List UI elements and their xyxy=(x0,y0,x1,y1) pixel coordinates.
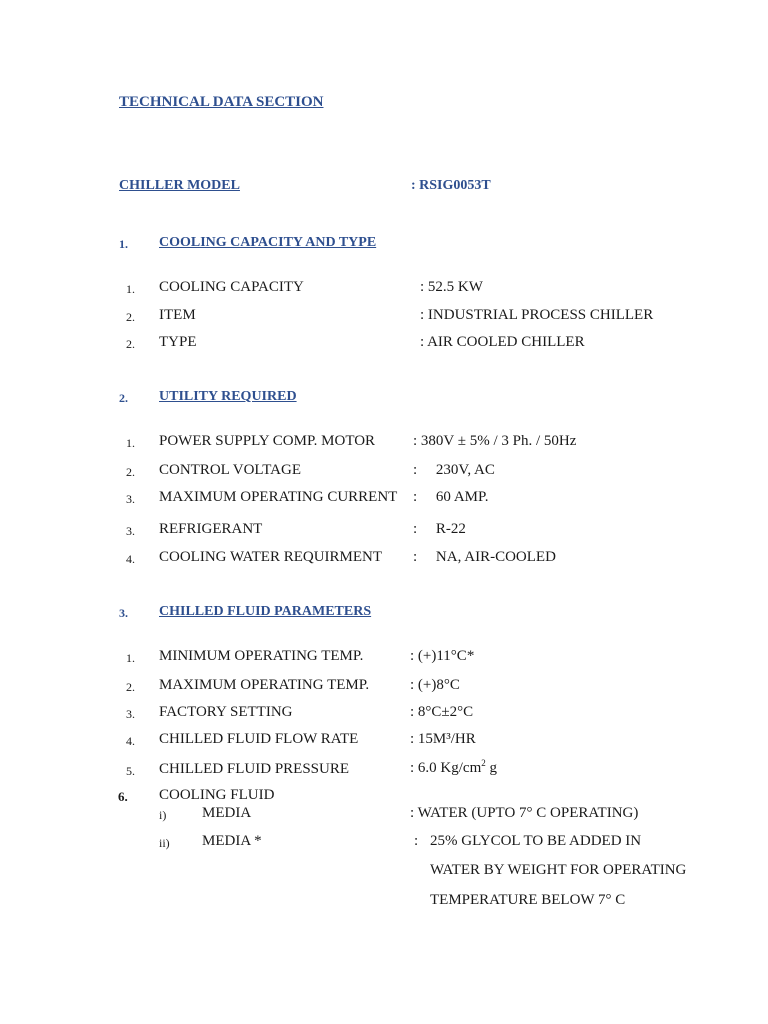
row-number: 1. xyxy=(126,282,135,296)
section-heading: COOLING CAPACITY AND TYPE xyxy=(159,235,377,250)
section-number: 1. xyxy=(119,237,128,251)
row-value: : 6.0 $Kg/cm^2$ g xyxy=(410,758,497,776)
page-title: TECHNICAL DATA SECTION xyxy=(119,94,324,110)
row-number: 2. xyxy=(126,465,135,479)
row-label: ITEM xyxy=(159,307,196,323)
sub-item-value-line: 25% GLYCOL TO BE ADDED IN xyxy=(430,833,642,849)
row-value: : 380V ± 5% / 3 Ph. / 50Hz xyxy=(413,433,577,449)
row-value: : 230V, AC xyxy=(413,462,495,478)
row-label: CONTROL VOLTAGE xyxy=(159,462,301,478)
row-value: : INDUSTRIAL PROCESS CHILLER xyxy=(420,307,654,323)
row-number: 4. xyxy=(126,734,135,748)
row-number: 3. xyxy=(126,492,135,506)
row-label: MAXIMUM OPERATING TEMP. xyxy=(159,677,370,693)
section-heading: UTILITY REQUIRED xyxy=(159,389,297,404)
row-value: : 8°C±2°C xyxy=(410,704,474,720)
row-label: REFRIGERANT xyxy=(159,521,263,537)
row-label: CHILLED FLUID FLOW RATE xyxy=(159,731,359,747)
sub-item-value-line: WATER BY WEIGHT FOR OPERATING xyxy=(430,862,687,878)
sub-item-label: MEDIA * xyxy=(202,833,262,849)
row-label: COOLING CAPACITY xyxy=(159,279,304,295)
row-label: COOLING WATER REQUIRMENT xyxy=(159,549,383,565)
row-value: : R-22 xyxy=(413,521,466,537)
row-label: CHILLED FLUID PRESSURE xyxy=(159,761,350,777)
sub-item-number: ii) xyxy=(159,836,170,850)
row-value: : (+)8°C xyxy=(410,677,460,693)
row-value: : AIR COOLED CHILLER xyxy=(420,334,585,350)
row-label: MAXIMUM OPERATING CURRENT xyxy=(159,489,398,505)
sub-item-value-line: TEMPERATURE BELOW 7° C xyxy=(430,892,626,908)
row-number: 1. xyxy=(126,651,135,665)
row-value: : NA, AIR-COOLED xyxy=(413,549,556,565)
row-number: 2. xyxy=(126,310,135,324)
section-number: 3. xyxy=(119,606,128,620)
row-number: 5. xyxy=(126,764,135,778)
row-value: : 15M³/HR xyxy=(410,731,476,747)
row-number: 2. xyxy=(126,680,135,694)
row-number: 3. xyxy=(126,707,135,721)
row-value: : 52.5 KW xyxy=(420,279,483,295)
section-number: 6. xyxy=(118,789,128,804)
row-number: 1. xyxy=(126,436,135,450)
row-number: 4. xyxy=(126,552,135,566)
sub-item-value: : WATER (UPTO 7° C OPERATING) xyxy=(410,805,639,821)
superscript: 2 xyxy=(481,758,486,768)
sub-item-colon: : xyxy=(414,833,419,849)
row-label: FACTORY SETTING xyxy=(159,704,293,720)
section-heading: CHILLED FLUID PARAMETERS xyxy=(159,604,372,619)
cooling-fluid-label: COOLING FLUID xyxy=(159,787,275,803)
row-number: 3. xyxy=(126,524,135,538)
row-value: : 60 AMP. xyxy=(413,489,489,505)
chiller-model-label: CHILLER MODEL xyxy=(119,178,240,193)
sub-item-label: MEDIA xyxy=(202,805,252,821)
row-label: POWER SUPPLY COMP. MOTOR xyxy=(159,433,376,449)
row-label: MINIMUM OPERATING TEMP. xyxy=(159,648,364,664)
section-number: 2. xyxy=(119,391,128,405)
row-value: : (+)11°C* xyxy=(410,648,475,664)
row-label: TYPE xyxy=(159,334,197,350)
row-number: 2. xyxy=(126,337,135,351)
chiller-model-value: : RSIG0053T xyxy=(411,178,491,193)
sub-item-number: i) xyxy=(159,808,167,822)
